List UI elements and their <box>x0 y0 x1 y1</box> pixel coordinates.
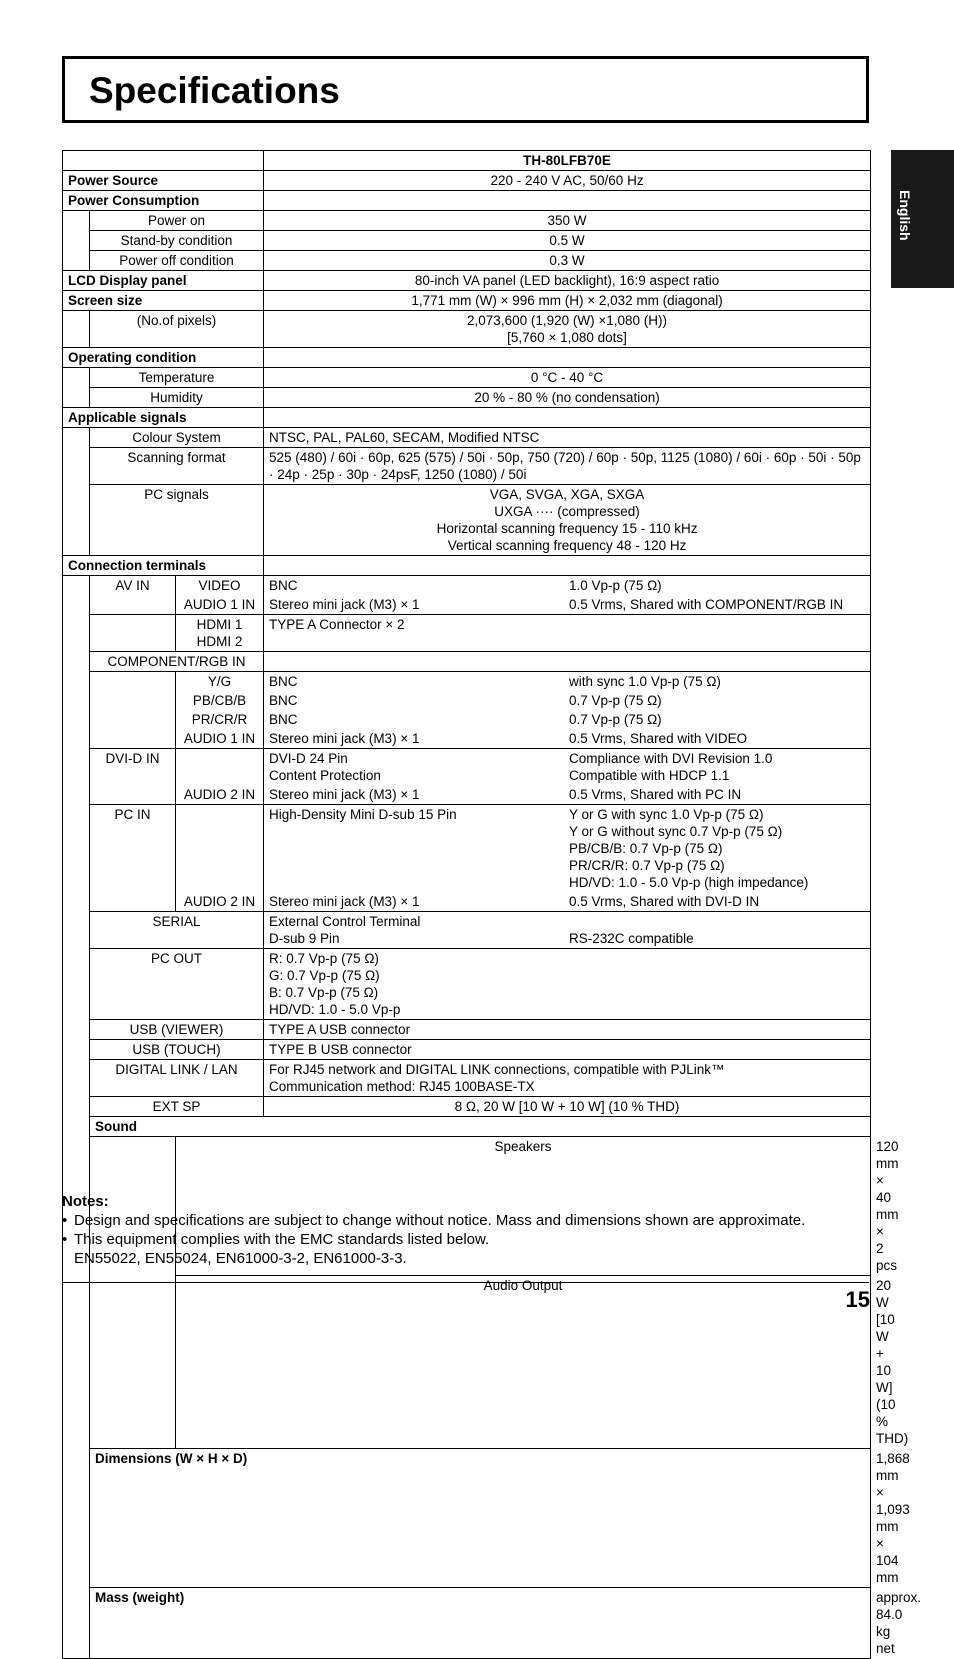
note-item: • This equipment complies with the EMC standards listed below. <box>62 1230 862 1249</box>
table-row <box>63 729 871 749</box>
row-label: AV IN <box>90 576 176 615</box>
indent-cell <box>63 368 90 408</box>
row-label: Mass (weight) <box>90 1588 871 1659</box>
value-line: HDMI 1 <box>196 617 243 632</box>
value-left: High-Density Mini D-sub 15 Pin <box>269 807 457 822</box>
value-line: HDMI 2 <box>196 634 243 649</box>
table-row <box>63 311 871 348</box>
value-left: Stereo mini jack (M3) × 1 <box>269 597 420 612</box>
row-value <box>264 892 871 912</box>
value-left: Content Protection <box>269 768 381 783</box>
value-left: BNC <box>269 674 298 689</box>
value-line: [5,760 × 1,080 dots] <box>507 330 627 345</box>
table-row <box>63 485 871 556</box>
table-row <box>63 556 871 576</box>
footer-rule <box>62 1282 869 1283</box>
table-cell <box>264 408 871 428</box>
table-row <box>63 1117 871 1137</box>
row-value <box>264 1060 871 1097</box>
row-value: 350 W <box>264 211 871 231</box>
row-value <box>264 912 871 949</box>
table-cell <box>63 151 264 171</box>
value-line: VGA, SVGA, XGA, SXGA <box>489 487 645 502</box>
value-right <box>569 806 865 891</box>
sub-label: Y/G <box>176 672 264 692</box>
row-value <box>264 311 871 348</box>
table-cell <box>264 652 871 672</box>
table-row <box>63 912 871 949</box>
value-line: R: 0.7 Vp-p (75 Ω) <box>269 951 379 966</box>
table-row <box>63 1097 871 1117</box>
sub-label: AUDIO 2 IN <box>176 892 264 912</box>
value-line: Horizontal scanning frequency 15 - 110 kHz <box>436 521 698 536</box>
table-row <box>63 1020 871 1040</box>
language-tab <box>891 150 954 288</box>
row-value <box>264 805 871 893</box>
table-row <box>63 348 871 368</box>
table-row <box>63 691 871 710</box>
table-row <box>63 595 871 615</box>
table-row <box>63 1060 871 1097</box>
row-value <box>264 749 871 786</box>
row-label: Power off condition <box>90 251 264 271</box>
section-label: Operating condition <box>63 348 264 368</box>
row-value: 20 % - 80 % (no condensation) <box>264 388 871 408</box>
row-value: TYPE B USB connector <box>264 1040 871 1060</box>
value-line: Y or G with sync 1.0 Vp-p (75 Ω) <box>569 807 764 822</box>
row-value <box>264 485 871 556</box>
value-right: 0.7 Vp-p (75 Ω) <box>569 712 662 727</box>
sub-label: AUDIO 2 IN <box>176 785 264 805</box>
table-row <box>63 749 871 786</box>
row-value: NTSC, PAL, PAL60, SECAM, Modified NTSC <box>264 428 871 448</box>
row-label: Dimensions (W × H × D) <box>90 1449 871 1588</box>
sub-label: AUDIO 1 IN <box>176 595 264 615</box>
section-label: Applicable signals <box>63 408 264 428</box>
value-right: with sync 1.0 Vp-p (75 Ω) <box>569 674 721 689</box>
table-row <box>63 171 871 191</box>
row-label: Audio Output <box>176 1276 871 1449</box>
table-row <box>63 231 871 251</box>
value-line: Y or G without sync 0.7 Vp-p (75 Ω) <box>569 824 783 839</box>
table-row <box>63 615 871 652</box>
value-right: 0.5 Vrms, Shared with VIDEO <box>569 731 748 746</box>
row-value <box>264 691 871 710</box>
row-label: Power Source <box>63 171 264 191</box>
table-row <box>63 428 871 448</box>
row-value: 8 Ω, 20 W [10 W + 10 W] (10 % THD) <box>264 1097 871 1117</box>
sub-label <box>176 615 264 652</box>
value-line: 2,073,600 (1,920 (W) ×1,080 (H)) <box>467 313 668 328</box>
row-label: EXT SP <box>90 1097 264 1117</box>
row-label: DIGITAL LINK / LAN <box>90 1060 264 1097</box>
row-label: Humidity <box>90 388 264 408</box>
row-label: PC signals <box>90 485 264 556</box>
value-left: Stereo mini jack (M3) × 1 <box>269 731 420 746</box>
row-value <box>264 949 871 1020</box>
table-row <box>63 710 871 729</box>
value-right: RS-232C compatible <box>569 931 694 946</box>
row-label: Scanning format <box>90 448 264 485</box>
note-standards: EN55022, EN55024, EN61000-3-2, EN61000-3-3. <box>74 1250 407 1267</box>
value-line: B: 0.7 Vp-p (75 Ω) <box>269 985 379 1000</box>
model-header: TH-80LFB70E <box>264 151 871 171</box>
table-row <box>63 892 871 912</box>
row-label: Speakers <box>176 1137 871 1276</box>
indent-cell <box>90 1137 176 1449</box>
value-right: 1.0 Vp-p (75 Ω) <box>569 578 662 593</box>
row-label: Power on <box>90 211 264 231</box>
table-row <box>63 1040 871 1060</box>
value-left: DVI-D 24 Pin <box>269 751 348 766</box>
note-item: • Design and specifications are subject to change without notice. Mass and dimensions shown are approximate. <box>62 1211 862 1230</box>
table-row <box>63 291 871 311</box>
table-cell <box>264 556 871 576</box>
value-line: Vertical scanning frequency 48 - 120 Hz <box>447 538 687 553</box>
table-row <box>63 251 871 271</box>
row-value <box>264 729 871 749</box>
page-number: 15 <box>845 1287 870 1312</box>
value-left: BNC <box>269 693 298 708</box>
row-label: Temperature <box>90 368 264 388</box>
language-tab-label: English <box>897 190 913 241</box>
sub-label: VIDEO <box>176 576 264 596</box>
table-cell <box>264 191 871 211</box>
table-row <box>63 408 871 428</box>
table-cell <box>90 615 176 652</box>
row-value <box>264 595 871 615</box>
row-value: TYPE A Connector × 2 <box>264 615 871 652</box>
value-line: PB/CB/B: 0.7 Vp-p (75 Ω) <box>569 841 723 856</box>
row-label: LCD Display panel <box>63 271 264 291</box>
value-left: Stereo mini jack (M3) × 1 <box>269 894 420 909</box>
table-cell <box>176 805 264 893</box>
row-label: Colour System <box>90 428 264 448</box>
table-row <box>63 388 871 408</box>
sub-label: PR/CR/R <box>176 710 264 729</box>
table-row: Speakers 120 mm × 40 mm × 2 pcs <box>63 1137 871 1276</box>
table-row <box>63 271 871 291</box>
row-value: 0 °C - 40 °C <box>264 368 871 388</box>
page-title: Specifications <box>89 70 340 111</box>
value-line: Communication method: RJ45 100BASE-TX <box>269 1079 535 1094</box>
row-label: COMPONENT/RGB IN <box>90 652 264 672</box>
table-row: Audio Output 20 W [10 W + 10 W] (10 % THD) <box>63 1276 871 1449</box>
row-label: PC IN <box>90 805 176 912</box>
table-row: Mass (weight) approx. 84.0 kg net <box>63 1588 871 1659</box>
value-right: 0.5 Vrms, Shared with PC IN <box>569 787 742 802</box>
notes <box>62 1192 862 1268</box>
row-label: DVI-D IN <box>90 749 176 805</box>
value-line: HD/VD: 1.0 - 5.0 Vp-p (high impedance) <box>569 875 809 890</box>
indent-cell <box>63 428 90 556</box>
row-value: 0.5 W <box>264 231 871 251</box>
row-value: 0.3 W <box>264 251 871 271</box>
indent-cell <box>63 311 90 348</box>
value-left: BNC <box>269 712 298 727</box>
indent-cell <box>63 211 90 271</box>
sub-label: PB/CB/B <box>176 691 264 710</box>
notes-title: Notes: <box>62 1193 109 1210</box>
section-label: Connection terminals <box>63 556 264 576</box>
table-row <box>63 151 871 171</box>
row-label: Stand-by condition <box>90 231 264 251</box>
row-label: SERIAL <box>90 912 264 949</box>
value-right: 0.7 Vp-p (75 Ω) <box>569 693 662 708</box>
table-cell <box>176 749 264 786</box>
table-row <box>63 785 871 805</box>
section-label: Sound <box>90 1117 871 1137</box>
row-value: 220 - 240 V AC, 50/60 Hz <box>264 171 871 191</box>
row-value <box>264 710 871 729</box>
value-right: Compatible with HDCP 1.1 <box>569 768 730 783</box>
table-cell <box>90 672 176 749</box>
table-row: Dimensions (W × H × D) 1,868 mm × 1,093 mm × 104 mm <box>63 1449 871 1588</box>
table-row <box>63 448 871 485</box>
section-label: Power Consumption <box>63 191 264 211</box>
row-value <box>264 672 871 692</box>
row-label: Screen size <box>63 291 264 311</box>
table-row <box>63 211 871 231</box>
table-row <box>63 652 871 672</box>
table-row <box>63 576 871 596</box>
value-line: External Control Terminal <box>269 914 421 929</box>
value-left: BNC <box>269 578 298 593</box>
table-row <box>63 805 871 893</box>
table-row <box>63 191 871 211</box>
table-row <box>63 672 871 692</box>
table-row <box>63 368 871 388</box>
row-label: PC OUT <box>90 949 264 1020</box>
row-value <box>264 785 871 805</box>
row-value: 80-inch VA panel (LED backlight), 16:9 aspect ratio <box>264 271 871 291</box>
indent-cell <box>63 576 90 1659</box>
row-value <box>264 576 871 596</box>
row-label: (No.of pixels) <box>90 311 264 348</box>
value-left: D-sub 9 Pin <box>269 931 340 946</box>
value-right: 0.5 Vrms, Shared with COMPONENT/RGB IN <box>569 597 844 612</box>
value-right: Compliance with DVI Revision 1.0 <box>569 751 773 766</box>
row-label: USB (TOUCH) <box>90 1040 264 1060</box>
value-line: For RJ45 network and DIGITAL LINK connections, compatible with PJLink™ <box>269 1062 725 1077</box>
row-value: TYPE A USB connector <box>264 1020 871 1040</box>
row-value: 1,771 mm (W) × 996 mm (H) × 2,032 mm (diagonal) <box>264 291 871 311</box>
value-line: HD/VD: 1.0 - 5.0 Vp-p <box>269 1002 401 1017</box>
value-left: Stereo mini jack (M3) × 1 <box>269 787 420 802</box>
value-line: G: 0.7 Vp-p (75 Ω) <box>269 968 380 983</box>
table-row <box>63 949 871 1020</box>
row-value: 525 (480) / 60i · 60p, 625 (575) / 50i · 50p, 750 (720) / 60p · 50p, 1125 (1080) / 60i · 60p · 50i · 50p · 24p · 25p · 30p · 24psF, 1250 (1080) / 50i <box>264 448 871 485</box>
value-line: UXGA ···· (compressed) <box>494 504 640 519</box>
value-line: PR/CR/R: 0.7 Vp-p (75 Ω) <box>569 858 725 873</box>
table-cell <box>264 348 871 368</box>
title-box <box>62 56 869 123</box>
row-label: USB (VIEWER) <box>90 1020 264 1040</box>
sub-label: AUDIO 1 IN <box>176 729 264 749</box>
value-right: 0.5 Vrms, Shared with DVI-D IN <box>569 894 760 909</box>
